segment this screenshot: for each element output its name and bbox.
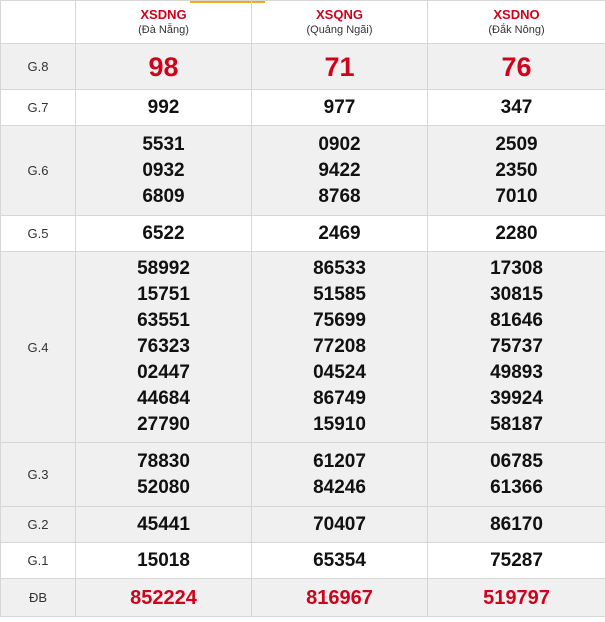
prize-cell: [76, 44, 252, 90]
prize-number: 52080: [137, 476, 190, 498]
prize-number: 49893: [490, 362, 543, 383]
prize-cell: [76, 507, 252, 543]
prize-number: 84246: [313, 476, 366, 498]
prize-label: ĐB: [1, 579, 76, 617]
prize-cell: [76, 252, 252, 443]
prize-row: [1, 44, 605, 90]
prize-number: 61366: [490, 476, 543, 498]
prize-label: G.1: [1, 543, 76, 579]
prize-label: G.2: [1, 507, 76, 543]
prize-number: 76: [501, 51, 532, 82]
prize-number: 71: [324, 51, 355, 82]
prize-cell: [76, 543, 252, 579]
prize-number: 02447: [137, 362, 190, 383]
prize-number: 86749: [313, 388, 366, 409]
prize-label: G.7: [1, 90, 76, 126]
prize-cell: [428, 216, 605, 252]
prize-cell: [76, 443, 252, 507]
prize-number: 04524: [313, 362, 366, 383]
prize-cell: [76, 216, 252, 252]
prize-label: G.8: [1, 44, 76, 90]
prize-row: [1, 543, 605, 579]
prize-number: 76323: [137, 336, 190, 357]
prize-number: 58187: [490, 414, 543, 435]
prize-number: 63551: [137, 310, 190, 331]
prize-label: G.6: [1, 126, 76, 216]
prize-number: 9422: [318, 159, 361, 181]
prize-cell: [252, 543, 428, 579]
prize-label: G.5: [1, 216, 76, 252]
prize-cell: [252, 252, 428, 443]
prize-number: 2469: [318, 222, 361, 244]
prize-number: 39924: [490, 388, 543, 409]
province-header[interactable]: [76, 1, 252, 44]
province-header[interactable]: [428, 1, 605, 44]
prize-number: 86170: [490, 513, 543, 535]
prize-number: 75287: [490, 549, 543, 571]
province-name: (Đà Nẵng): [138, 24, 189, 36]
prize-row: [1, 252, 605, 443]
prize-number: 6522: [142, 222, 185, 244]
results-body: [1, 44, 605, 617]
prize-cell: [428, 44, 605, 90]
prize-number: 27790: [137, 414, 190, 435]
province-name: (Đắk Nông): [488, 24, 545, 36]
prize-number: 15751: [137, 284, 190, 305]
prize-number: 77208: [313, 336, 366, 357]
prize-number: 44684: [137, 388, 190, 409]
prize-cell: [252, 216, 428, 252]
prize-row: [1, 579, 605, 617]
prize-number: 58992: [137, 258, 190, 279]
prize-number: 977: [323, 96, 356, 118]
prize-number: 8768: [318, 185, 361, 207]
prize-number: 98: [148, 51, 179, 82]
prize-number: 2280: [495, 222, 538, 244]
prize-number: 61207: [313, 450, 366, 472]
prize-number: 65354: [313, 549, 366, 571]
province-header[interactable]: [252, 1, 428, 44]
prize-cell: [428, 90, 605, 126]
province-name: (Quảng Ngãi): [306, 24, 373, 36]
prize-cell: [252, 443, 428, 507]
prize-cell: [428, 507, 605, 543]
prize-row: [1, 90, 605, 126]
prize-number: 51585: [313, 284, 366, 305]
prize-label: G.4: [1, 252, 76, 443]
prize-row: [1, 507, 605, 543]
prize-cell: [252, 579, 428, 617]
header-corner: [1, 1, 76, 44]
prize-number: 0932: [142, 159, 185, 181]
prize-number: 81646: [490, 310, 543, 331]
prize-cell: [428, 126, 605, 216]
prize-number: 86533: [313, 258, 366, 279]
prize-cell: [252, 44, 428, 90]
prize-cell: [428, 252, 605, 443]
prize-number: 45441: [137, 513, 190, 535]
prize-number: 7010: [495, 185, 538, 207]
prize-row: [1, 216, 605, 252]
prize-number: 519797: [483, 586, 550, 609]
prize-cell: [428, 543, 605, 579]
prize-number: 30815: [490, 284, 543, 305]
prize-cell: [428, 579, 605, 617]
prize-number: 992: [147, 96, 180, 118]
prize-number: 15910: [313, 414, 366, 435]
prize-number: 2509: [495, 133, 538, 155]
prize-number: 06785: [490, 450, 543, 472]
prize-cell: [76, 90, 252, 126]
prize-number: 17308: [490, 258, 543, 279]
province-code[interactable]: XSDNO: [493, 7, 540, 22]
prize-number: 816967: [306, 586, 373, 609]
prize-number: 70407: [313, 513, 366, 535]
prize-number: 6809: [142, 185, 185, 207]
header-row: [1, 1, 605, 44]
prize-number: 852224: [130, 586, 197, 609]
prize-cell: [252, 126, 428, 216]
prize-label: G.3: [1, 443, 76, 507]
prize-cell: [252, 90, 428, 126]
prize-number: 75737: [490, 336, 543, 357]
prize-row: [1, 126, 605, 216]
province-code[interactable]: XSQNG: [316, 7, 363, 22]
prize-number: 78830: [137, 450, 190, 472]
prize-number: 347: [500, 96, 533, 118]
prize-number: 0902: [318, 133, 361, 155]
prize-cell: [76, 126, 252, 216]
prize-cell: [252, 507, 428, 543]
prize-number: 2350: [495, 159, 538, 181]
prize-row: [1, 443, 605, 507]
prize-number: 5531: [142, 133, 185, 155]
province-code[interactable]: XSDNG: [140, 7, 187, 22]
prize-cell: [428, 443, 605, 507]
prize-cell: [76, 579, 252, 617]
prize-number: 15018: [137, 549, 190, 571]
prize-number: 75699: [313, 310, 366, 331]
